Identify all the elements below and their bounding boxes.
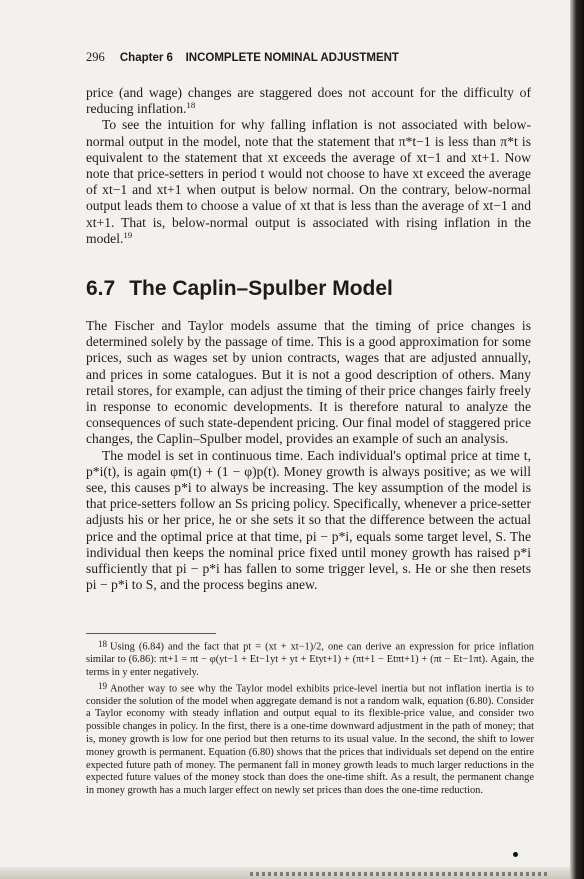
footnote-divider (86, 633, 216, 634)
binding-smudge (250, 872, 550, 876)
section-heading (86, 276, 536, 302)
intro-paragraph-1: price (and wage) changes are staggered does not account for the difficulty of reducing inflation.$^{18}$ (86, 85, 531, 117)
section-title: The Caplin–Spulber Model (129, 277, 393, 300)
running-header (86, 50, 546, 65)
page-binding-edge (570, 0, 584, 879)
footnote-number: 18 (98, 639, 107, 649)
intro-text (86, 85, 531, 247)
page-number: 296 (86, 50, 105, 64)
footnote-number: 19 (98, 680, 107, 691)
footnote-19 (86, 680, 534, 798)
section-paragraph-2: The model is set in continuous time. Each individual's optimal price at time t, p*i(t), is again φm(t) + (1 − φ)p(t). Money growth is always positive; as we will see, this causes p*i to always be increasing. The key assumption of the model is that price-setters follow an Ss pricing policy. Specifically, whenever a price-setter adjusts his or her price, he or she sets it so that the difference between the actual price and the optimal price at that time, pi − p*i, equals some target level, S. The individual then keeps the nominal price fixed until money growth has raised p*i sufficiently that pi − p*i has fallen to some trigger level, s. He or she then resets pi − p*i to S, and the process begins anew. (86, 447, 531, 593)
footnote-ref-19[interactable]: 19 (123, 229, 133, 240)
section-paragraph-1: The Fischer and Taylor models assume that the timing of price changes is determined solely by the passage of time. This is a good approximation for some prices, such as wages set by union contracts, wages that are adjusted annually, and prices in some catalogues. But it is not a good description of others. Many retail stores, for example, can adjust the timing of their price changes fairly freely in response to economic developments. It is therefore natural to analyze the consequences of such state-dependent pricing. Our final model of staggered price changes, the Caplin–Spulber model, provides an example of such an analysis. (86, 318, 531, 447)
footnotes (86, 638, 534, 798)
section-body (86, 318, 531, 593)
footnote-text: Using (6.84) and the fact that pt = (xt + xt−1)/2, one can derive an expression for price inflation similar to (6.86): πt+1 = πt − φ(yt−1 + Et−1yt + yt + Etyt+1) + (πt+1 − Etπt+1) + (πt − Et−1πt). Again, the terms in y enter negatively. (86, 641, 534, 678)
chapter-title: INCOMPLETE NOMINAL ADJUSTMENT (185, 52, 399, 64)
chapter-label: Chapter 6 (119, 52, 173, 64)
footnote-ref-18[interactable]: 18 (186, 100, 196, 111)
section-number: 6.7 (86, 277, 116, 300)
bullet-mark (513, 852, 518, 857)
intro-paragraph-2: To see the intuition for why falling inflation is not associated with below-normal output in the model, note that the statement that π*t−1 is less than π*t is equivalent to the statement that xt exceeds the average of xt−1 and xt+1. Now note that price-setters in period t would not choose to have xt exceed the average of xt−1 and xt+1 when output is below normal. On the contrary, below-normal output leads them to choose a value of xt that is less than the average of xt−1 and xt+1. That is, below-normal output is associated with rising inflation in the model.$^{19}$ (86, 117, 531, 246)
footnote-18 (86, 638, 534, 680)
footnote-text: Another way to see why the Taylor model exhibits price-level inertia but not inflation inertia is to consider the solution of the model when aggregate demand is not a random walk, equation (6.80). Consider a Taylor economy with steady inflation and output equal to its flexible-price value, and consider two possible changes in policy. In the first, there is a one-time downward adjustment in the path of money; that is, money growth is low for one period but then returns to its usual value. In the second, the shift to lower money growth is permanent. Equation (6.80) shows that the prices that individuals set depend on the entire expected future path of money. The permanent fall in money growth leads to much larger reductions in the expected future values of the money stock than does the one-time shift. As a result, the permanent change in money growth has a much larger effect on newly set prices than does the one-time reduction. (86, 682, 534, 797)
